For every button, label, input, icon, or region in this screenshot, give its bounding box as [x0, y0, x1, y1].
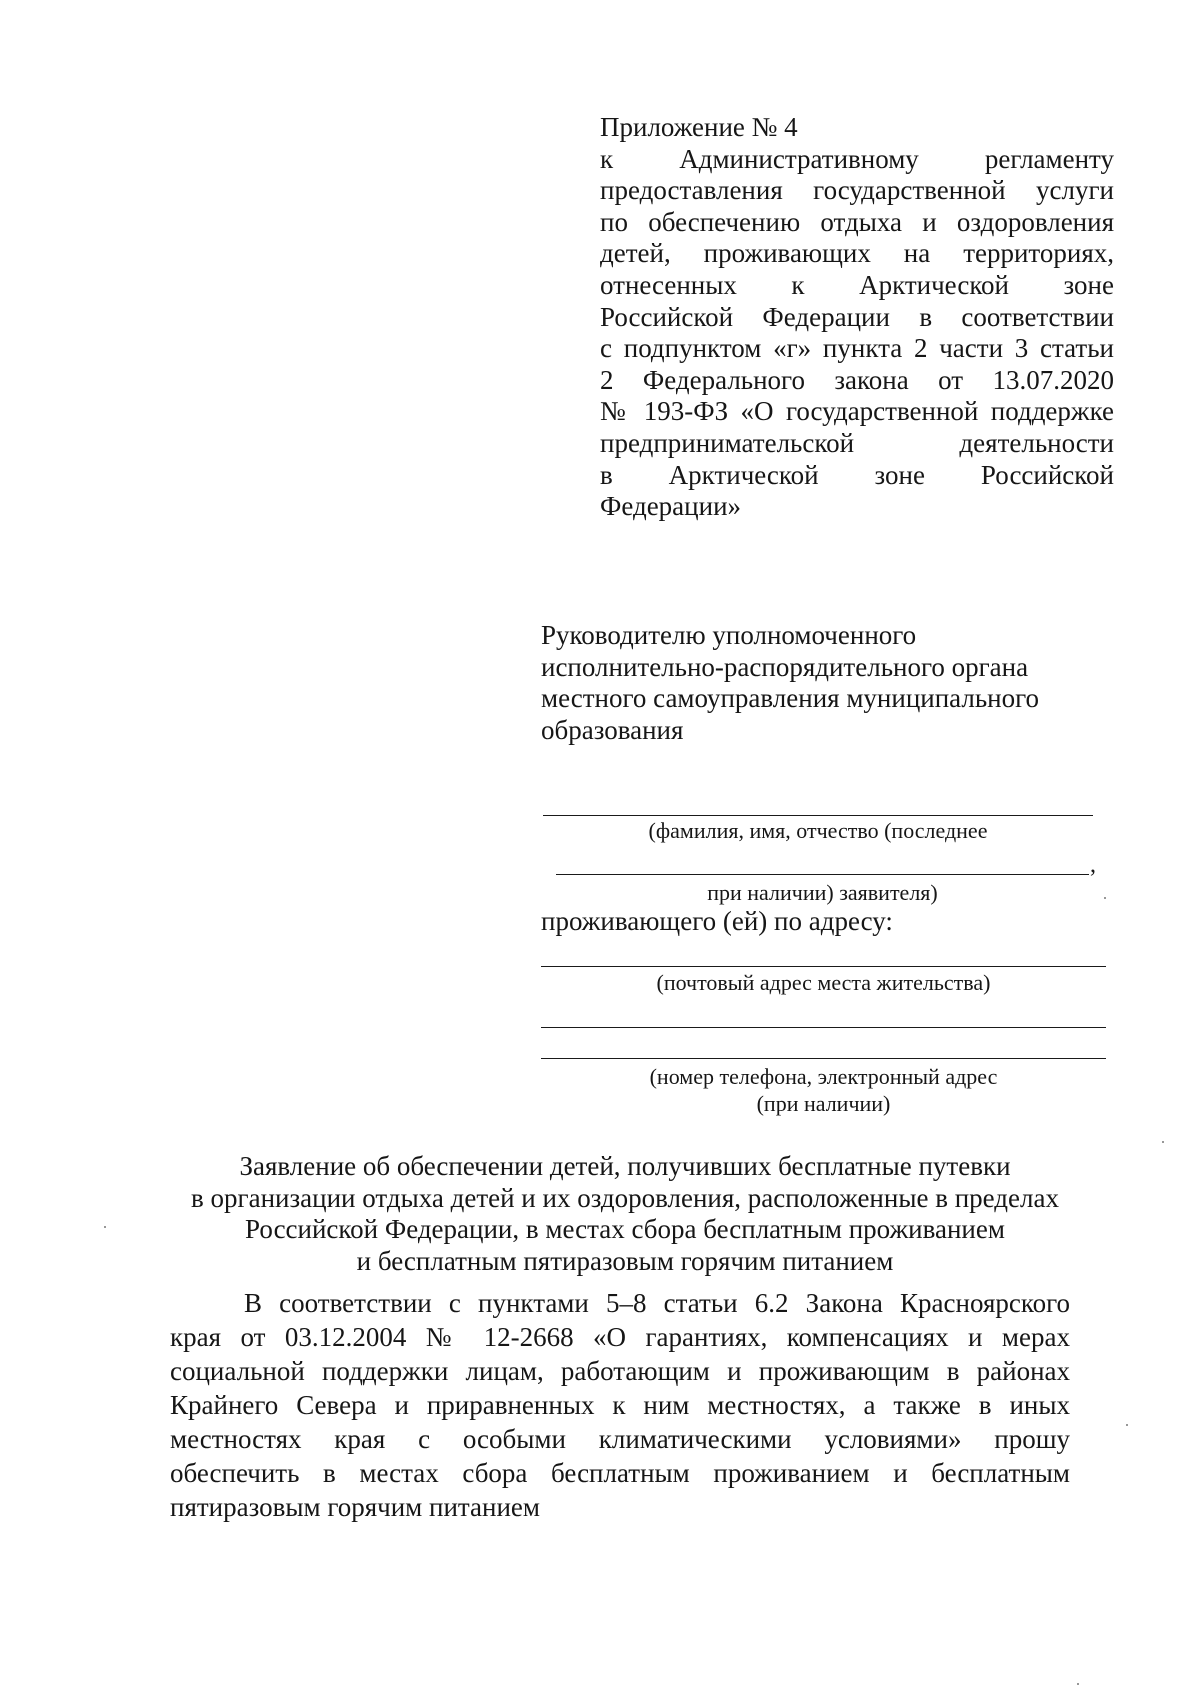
- body-line: местностях края с особыми климатическими условиями» прошу: [170, 1424, 1070, 1454]
- body-line: обеспечить в местах сбора бесплатным проживанием и бесплатным: [170, 1458, 1070, 1488]
- contact-caption-2: (при наличии): [756, 1091, 891, 1116]
- addressee-line: образования: [541, 714, 684, 745]
- scan-speck: [1104, 897, 1106, 899]
- scan-speck: [1126, 1424, 1128, 1426]
- fio-comma: ,: [1090, 852, 1096, 878]
- appendix-line: Российской Федерации в соответствии: [600, 301, 1114, 332]
- appendix-line: в Арктической зоне Российской: [600, 459, 1114, 490]
- contact-caption: (номер телефона, электронный адрес: [649, 1064, 998, 1089]
- title-line: в организации отдыха детей и их оздоровления, расположенные в пределах: [191, 1182, 1059, 1213]
- appendix-number: Приложение № 4: [600, 112, 798, 142]
- contact-fill-line-2[interactable]: [541, 1058, 1106, 1059]
- body-line: края от 03.12.2004 № 12-2668 «О гарантиях, компенсациях и мерах: [170, 1322, 1070, 1352]
- title-line: Российской Федерации, в местах сбора бесплатным проживанием: [245, 1214, 1005, 1244]
- residing-label: проживающего (ей) по адресу:: [541, 906, 893, 936]
- addressee-line: Руководителю уполномоченного: [541, 620, 917, 650]
- addressee-line: исполнительно-распорядительного органа: [541, 651, 1029, 682]
- title-line: Заявление об обеспечении детей, получивших бесплатные путевки: [239, 1151, 1011, 1181]
- address-caption: (почтовый адрес места жительства): [656, 970, 991, 995]
- fio-caption: (фамилия, имя, отчество (последнее: [648, 818, 988, 843]
- appendix-line: предоставления государственной услуги: [600, 175, 1114, 206]
- appendix-line: к Административному регламенту: [600, 143, 1114, 174]
- body-line: социальной поддержки лицам, работающим и проживающим в районах: [170, 1356, 1070, 1386]
- addressee-block: [541, 620, 1101, 746]
- application-title: [150, 1151, 1100, 1277]
- body-line: В соответствии с пунктами 5–8 статьи 6.2 Закона Красноярского: [244, 1288, 1070, 1318]
- scan-speck: [1077, 1683, 1079, 1685]
- address-fill-line[interactable]: [541, 966, 1106, 967]
- appendix-line: детей, проживающих на территориях,: [600, 238, 1114, 269]
- appendix-line: № 193-ФЗ «О государственной поддержке: [600, 396, 1114, 427]
- body-paragraph: [170, 1286, 1070, 1524]
- appendix-line: 2 Федерального закона от 13.07.2020: [600, 364, 1114, 395]
- scan-speck: [1162, 1141, 1164, 1143]
- contact-fill-line[interactable]: [541, 1027, 1106, 1028]
- appendix-line: отнесенных к Арктической зоне: [600, 269, 1114, 300]
- body-line: Крайнего Севера и приравненных к ним местностях, а также в иных: [170, 1390, 1070, 1420]
- body-line: пятиразовым горячим питанием: [170, 1492, 540, 1522]
- appendix-line: предпринимательской деятельности: [600, 427, 1114, 458]
- addressee-line: местного самоуправления муниципального: [541, 683, 1040, 713]
- fio-fill-line-2[interactable]: [556, 874, 1089, 875]
- appendix-line: по обеспечению отдыха и оздоровления: [600, 206, 1114, 237]
- fio-fill-line[interactable]: [543, 815, 1093, 816]
- appendix-line: Федерации»: [600, 491, 742, 522]
- appendix-header: [600, 112, 1114, 523]
- appendix-line: с подпунктом «г» пункта 2 части 3 статьи: [600, 333, 1114, 364]
- scan-speck: [104, 1226, 106, 1228]
- fio-caption-2: при наличии) заявителя): [707, 880, 938, 905]
- title-line: и бесплатным пятиразовым горячим питанием: [356, 1245, 894, 1276]
